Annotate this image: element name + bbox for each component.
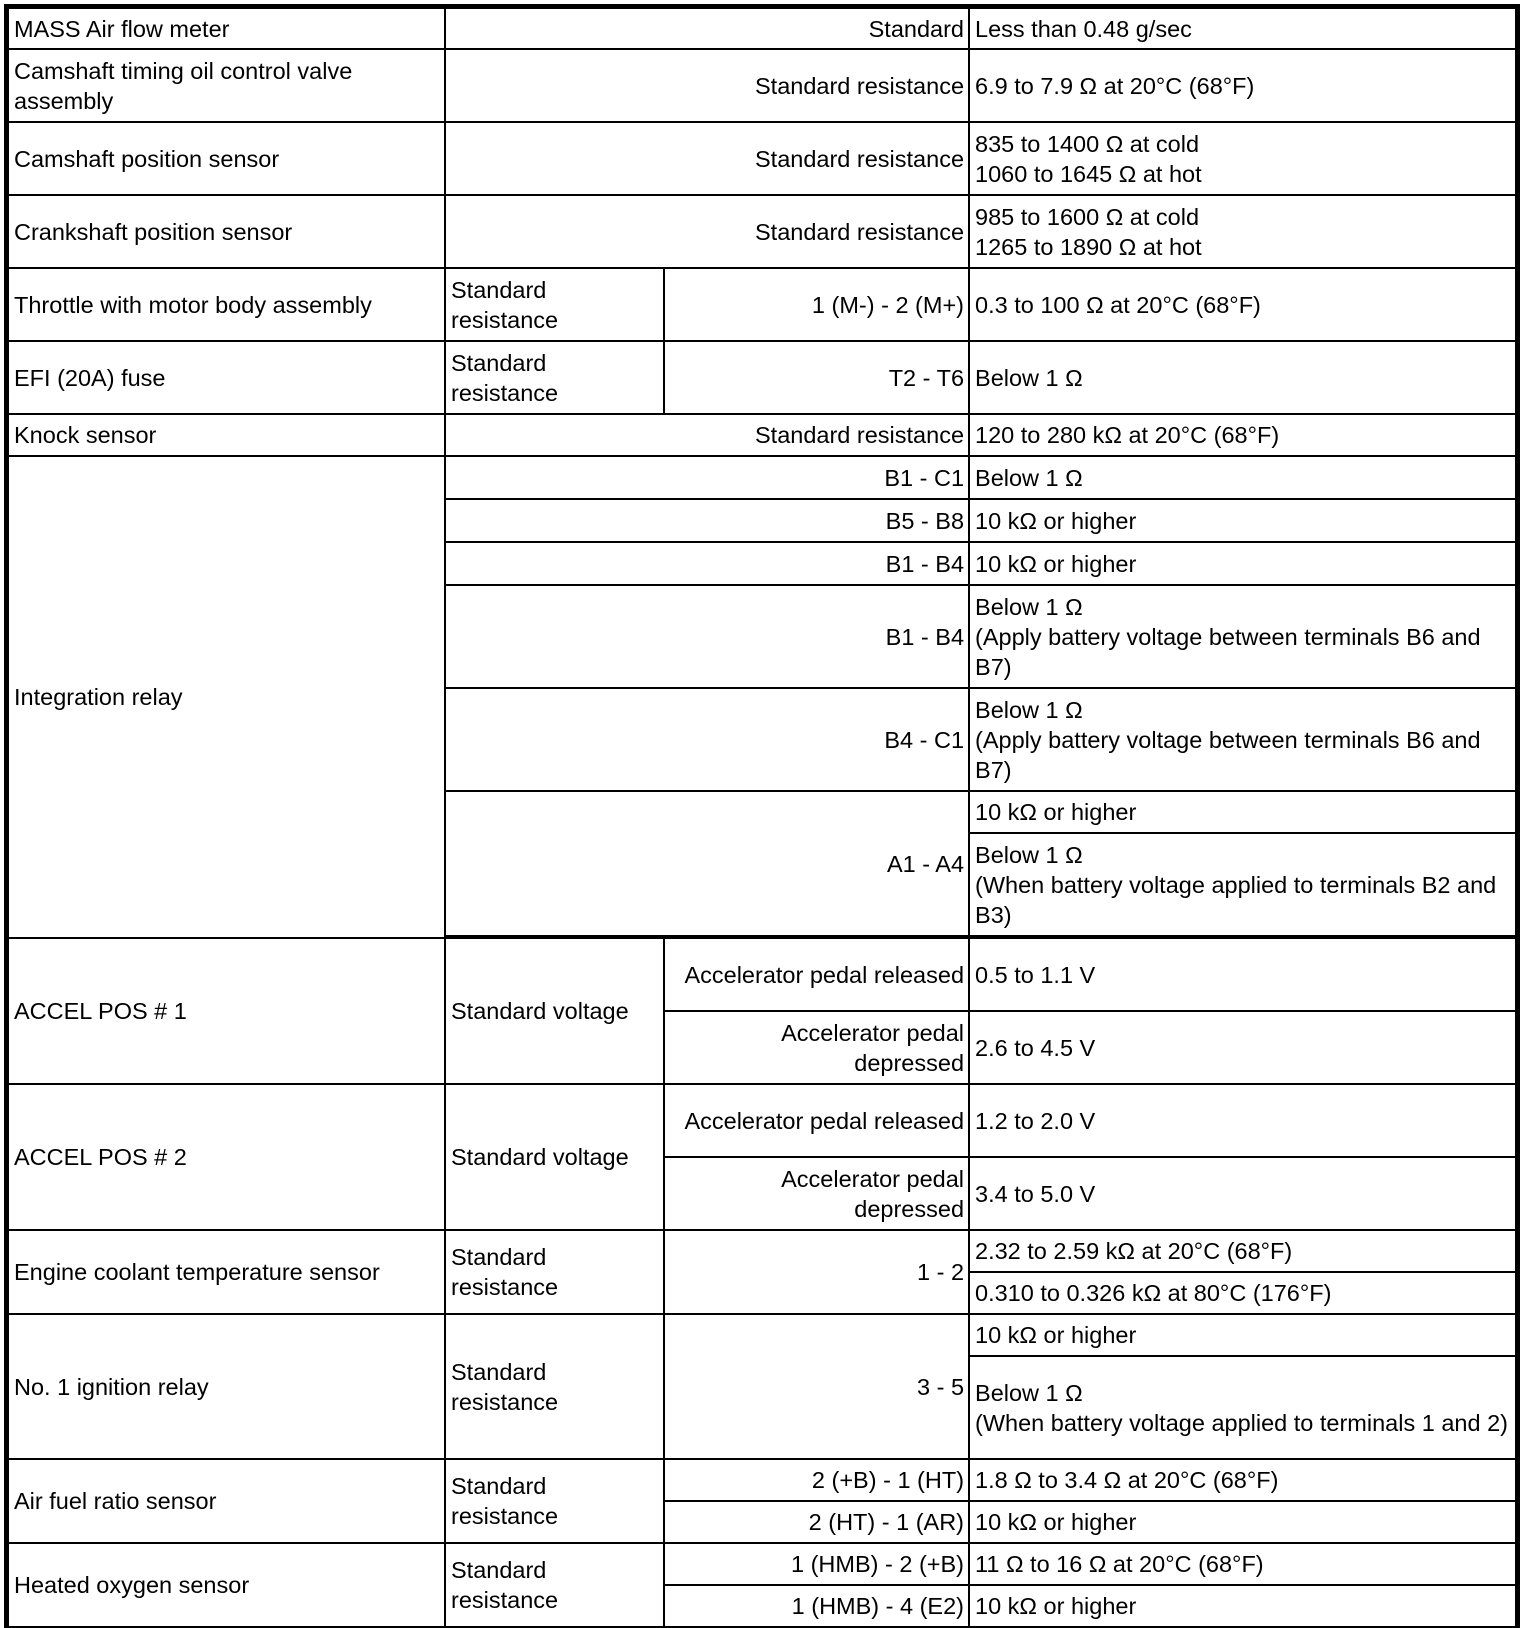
value-cell: 11 Ω to 16 Ω at 20°C (68°F) (969, 1543, 1516, 1585)
terminals-cell: B1 - C1 (445, 456, 969, 499)
value-cell: 10 kΩ or higher (969, 1314, 1516, 1356)
value-cell: 0.310 to 0.326 kΩ at 80°C (176°F) (969, 1272, 1516, 1314)
table-row (8, 8, 1516, 49)
value-cell: Below 1 Ω (Apply battery voltage between terminals B6 and B7) (969, 585, 1516, 688)
value-cell: 985 to 1600 Ω at cold 1265 to 1890 Ω at hot (969, 195, 1516, 268)
table-row (8, 341, 1516, 414)
terminals-cell: 1 - 2 (664, 1230, 969, 1314)
value-cell: 10 kΩ or higher (969, 1585, 1516, 1627)
value-cell: Below 1 Ω (969, 456, 1516, 499)
component-cell: Knock sensor (8, 414, 445, 456)
terminals-cell: T2 - T6 (664, 341, 969, 414)
value-cell: 6.9 to 7.9 Ω at 20°C (68°F) (969, 49, 1516, 122)
condition-cell: Standard resistance (445, 1314, 664, 1459)
component-cell: MASS Air flow meter (8, 8, 445, 49)
table-row (8, 122, 1516, 195)
terminals-cell: 2 (HT) - 1 (AR) (664, 1501, 969, 1543)
table-row (8, 1230, 1516, 1272)
terminals-cell: 1 (HMB) - 4 (E2) (664, 1585, 969, 1627)
condition-cell: Standard voltage (445, 1084, 664, 1230)
table-row (8, 1084, 1516, 1157)
table-row (8, 195, 1516, 268)
value-cell: Below 1 Ω (When battery voltage applied to terminals 1 and 2) (969, 1356, 1516, 1459)
component-cell: Air fuel ratio sensor (8, 1459, 445, 1543)
table-row (8, 938, 1516, 1011)
terminals-cell: A1 - A4 (445, 791, 969, 936)
table-row (8, 414, 1516, 456)
value-cell: 10 kΩ or higher (969, 542, 1516, 585)
component-cell: Throttle with motor body assembly (8, 268, 445, 341)
condition-cell: Standard resistance (445, 49, 969, 122)
value-cell: 10 kΩ or higher (969, 791, 1516, 833)
component-cell: ACCEL POS # 2 (8, 1084, 445, 1230)
state-cell: Accelerator pedal released (664, 938, 969, 1011)
component-cell: Integration relay (8, 456, 445, 938)
component-cell: Heated oxygen sensor (8, 1543, 445, 1627)
value-cell: 1.2 to 2.0 V (969, 1084, 1516, 1157)
value-cell: 0.3 to 100 Ω at 20°C (68°F) (969, 268, 1516, 341)
terminals-cell: B5 - B8 (445, 499, 969, 542)
terminals-cell: 2 (+B) - 1 (HT) (664, 1459, 969, 1501)
value-cell: 835 to 1400 Ω at cold 1060 to 1645 Ω at hot (969, 122, 1516, 195)
table-row (8, 1314, 1516, 1356)
state-cell: Accelerator pedal depressed (664, 1011, 969, 1084)
value-cell: 2.6 to 4.5 V (969, 1011, 1516, 1084)
condition-cell: Standard resistance (445, 268, 664, 341)
terminals-cell: B1 - B4 (445, 585, 969, 688)
terminals-cell: B4 - C1 (445, 688, 969, 791)
component-cell: No. 1 ignition relay (8, 1314, 445, 1459)
value-cell: 1.8 Ω to 3.4 Ω at 20°C (68°F) (969, 1459, 1516, 1501)
value-cell: 3.4 to 5.0 V (969, 1157, 1516, 1230)
terminals-cell: 1 (HMB) - 2 (+B) (664, 1543, 969, 1585)
condition-cell: Standard (445, 8, 969, 49)
value-cell: 0.5 to 1.1 V (969, 938, 1516, 1011)
condition-cell: Standard voltage (445, 938, 664, 1084)
component-cell: EFI (20A) fuse (8, 341, 445, 414)
condition-cell: Standard resistance (445, 1543, 664, 1627)
value-cell: Below 1 Ω (When battery voltage applied to terminals B2 and B3) (969, 833, 1516, 936)
table-row (8, 268, 1516, 341)
value-cell: 10 kΩ or higher (969, 1501, 1516, 1543)
table-row (8, 49, 1516, 122)
condition-cell: Standard resistance (445, 122, 969, 195)
value-cell: Below 1 Ω (969, 341, 1516, 414)
value-cell: Less than 0.48 g/sec (969, 8, 1516, 49)
component-cell: Camshaft position sensor (8, 122, 445, 195)
table-row (8, 456, 1516, 499)
condition-cell: Standard resistance (445, 1230, 664, 1314)
condition-cell: Standard resistance (445, 341, 664, 414)
value-cell: 2.32 to 2.59 kΩ at 20°C (68°F) (969, 1230, 1516, 1272)
terminals-cell: B1 - B4 (445, 542, 969, 585)
terminals-cell: 3 - 5 (664, 1314, 969, 1459)
component-cell: Engine coolant temperature sensor (8, 1230, 445, 1314)
component-cell: Camshaft timing oil control valve assembly (8, 49, 445, 122)
state-cell: Accelerator pedal released (664, 1084, 969, 1157)
specification-table (7, 7, 1517, 1628)
state-cell: Accelerator pedal depressed (664, 1157, 969, 1230)
table-row (8, 1543, 1516, 1585)
component-cell: ACCEL POS # 1 (8, 938, 445, 1084)
component-cell: Crankshaft position sensor (8, 195, 445, 268)
value-cell: 120 to 280 kΩ at 20°C (68°F) (969, 414, 1516, 456)
condition-cell: Standard resistance (445, 414, 969, 456)
condition-cell: Standard resistance (445, 1459, 664, 1543)
condition-cell: Standard resistance (445, 195, 969, 268)
table-row (8, 1459, 1516, 1501)
value-cell: Below 1 Ω (Apply battery voltage between terminals B6 and B7) (969, 688, 1516, 791)
value-cell: 10 kΩ or higher (969, 499, 1516, 542)
terminals-cell: 1 (M-) - 2 (M+) (664, 268, 969, 341)
